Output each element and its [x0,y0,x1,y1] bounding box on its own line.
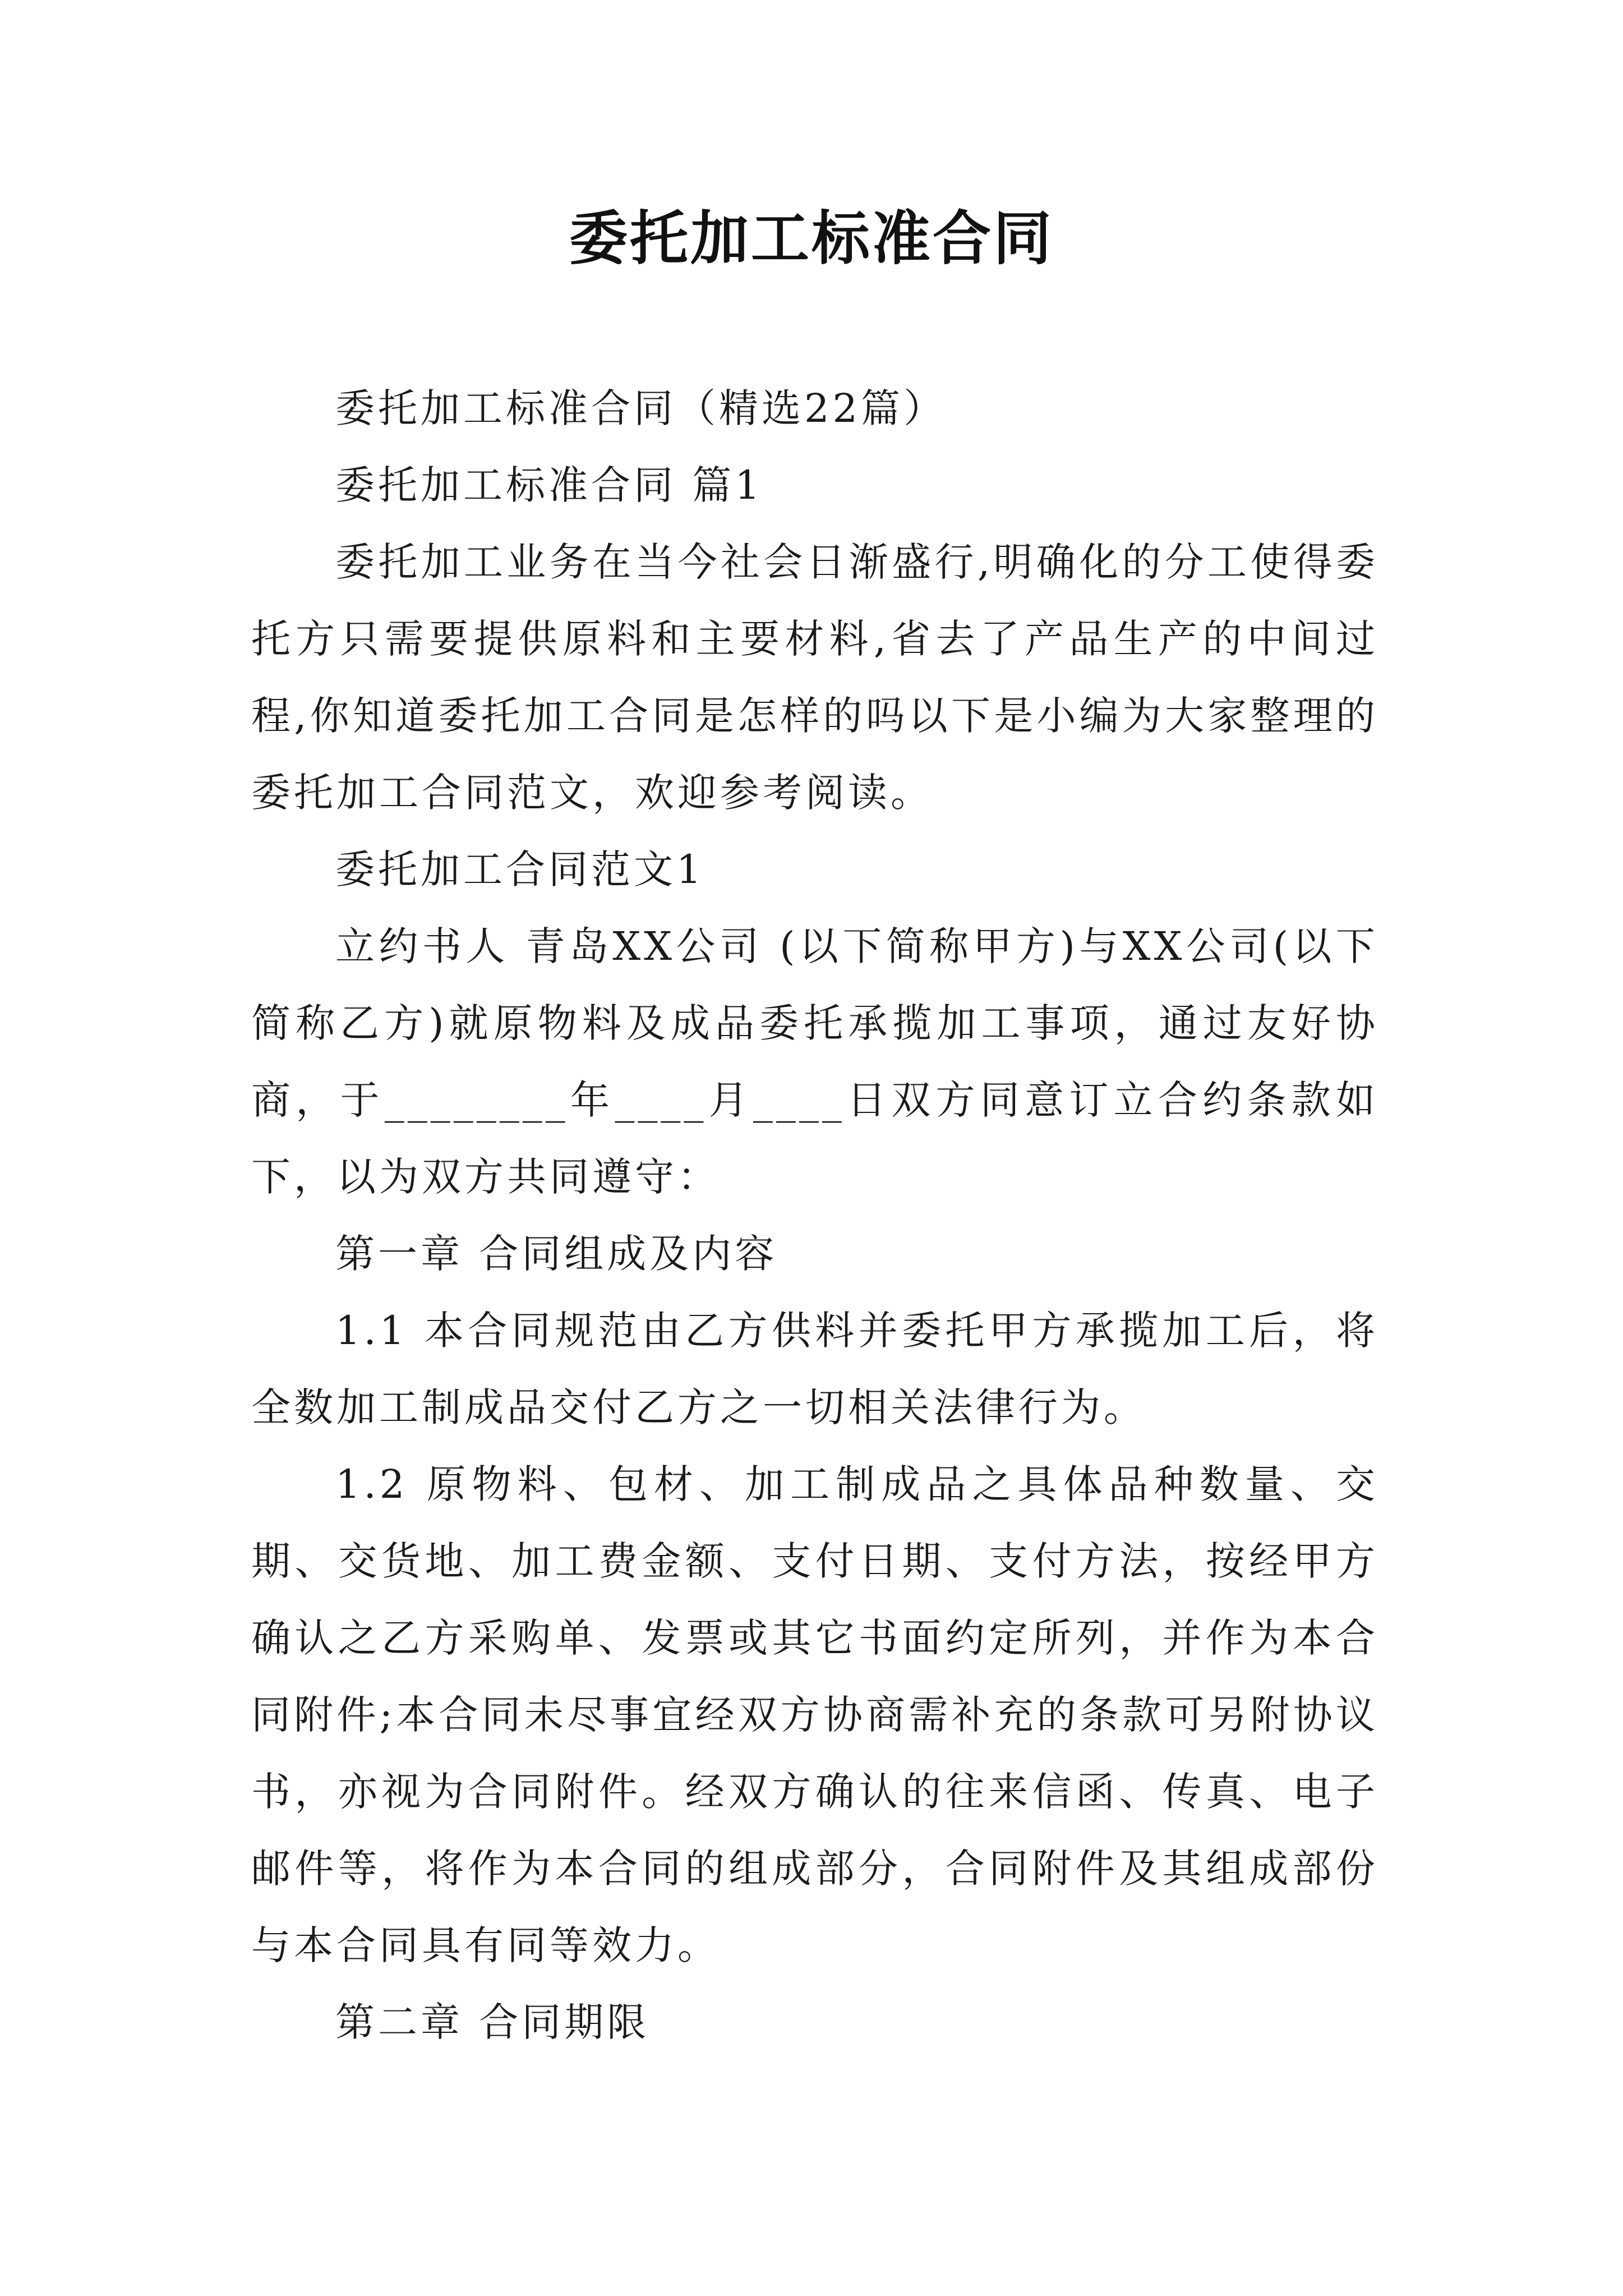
paragraph-chapter-one: 第一章 合同组成及内容 [335,1231,778,1277]
paragraph-parties: 立约书人 青岛XX公司 (以下简称甲方)与XX公司(以下简称乙方)就原物料及成品委托承揽加工事项，通过友好协商，于________年____月____日双方同意订立合约条款如下，以为双方共同遵守： [251,923,1378,1200]
paragraph-chapter-two: 第二章 合同期限 [335,1999,650,2045]
paragraph-sample-heading: 委托加工合同范文1 [335,846,705,892]
document-body [251,370,1378,2061]
paragraph-clause-1-1: 1.1 本合同规范由乙方供料并委托甲方承揽加工后，将全数加工制成品交付乙方之一切相关法律行为。 [251,1308,1378,1430]
paragraph-collection-title: 委托加工标准合同（精选22篇） [335,385,947,431]
document-title: 委托加工标准合同 [569,204,1054,273]
paragraph-section-heading: 委托加工标准合同 篇1 [335,462,763,508]
paragraph-clause-1-2: 1.2 原物料、包材、加工制成品之具体品种数量、交期、交货地、加工费金额、支付日期、支付方法，按经甲方确认之乙方采购单、发票或其它书面约定所列，并作为本合同附件;本合同未尽事宜经双方协商需补充的条款可另附协议书，亦视为合同附件。经双方确认的往来信函、传真、电子邮件等，将作为本合同的组成部分，合同附件及其组成部份与本合同具有同等效力。 [251,1461,1378,1968]
paragraph-intro: 委托加工业务在当今社会日渐盛行,明确化的分工使得委托方只需要提供原料和主要材料,省去了产品生产的中间过程,你知道委托加工合同是怎样的吗以下是小编为大家整理的委托加工合同范文，欢迎参考阅读。 [251,539,1378,816]
